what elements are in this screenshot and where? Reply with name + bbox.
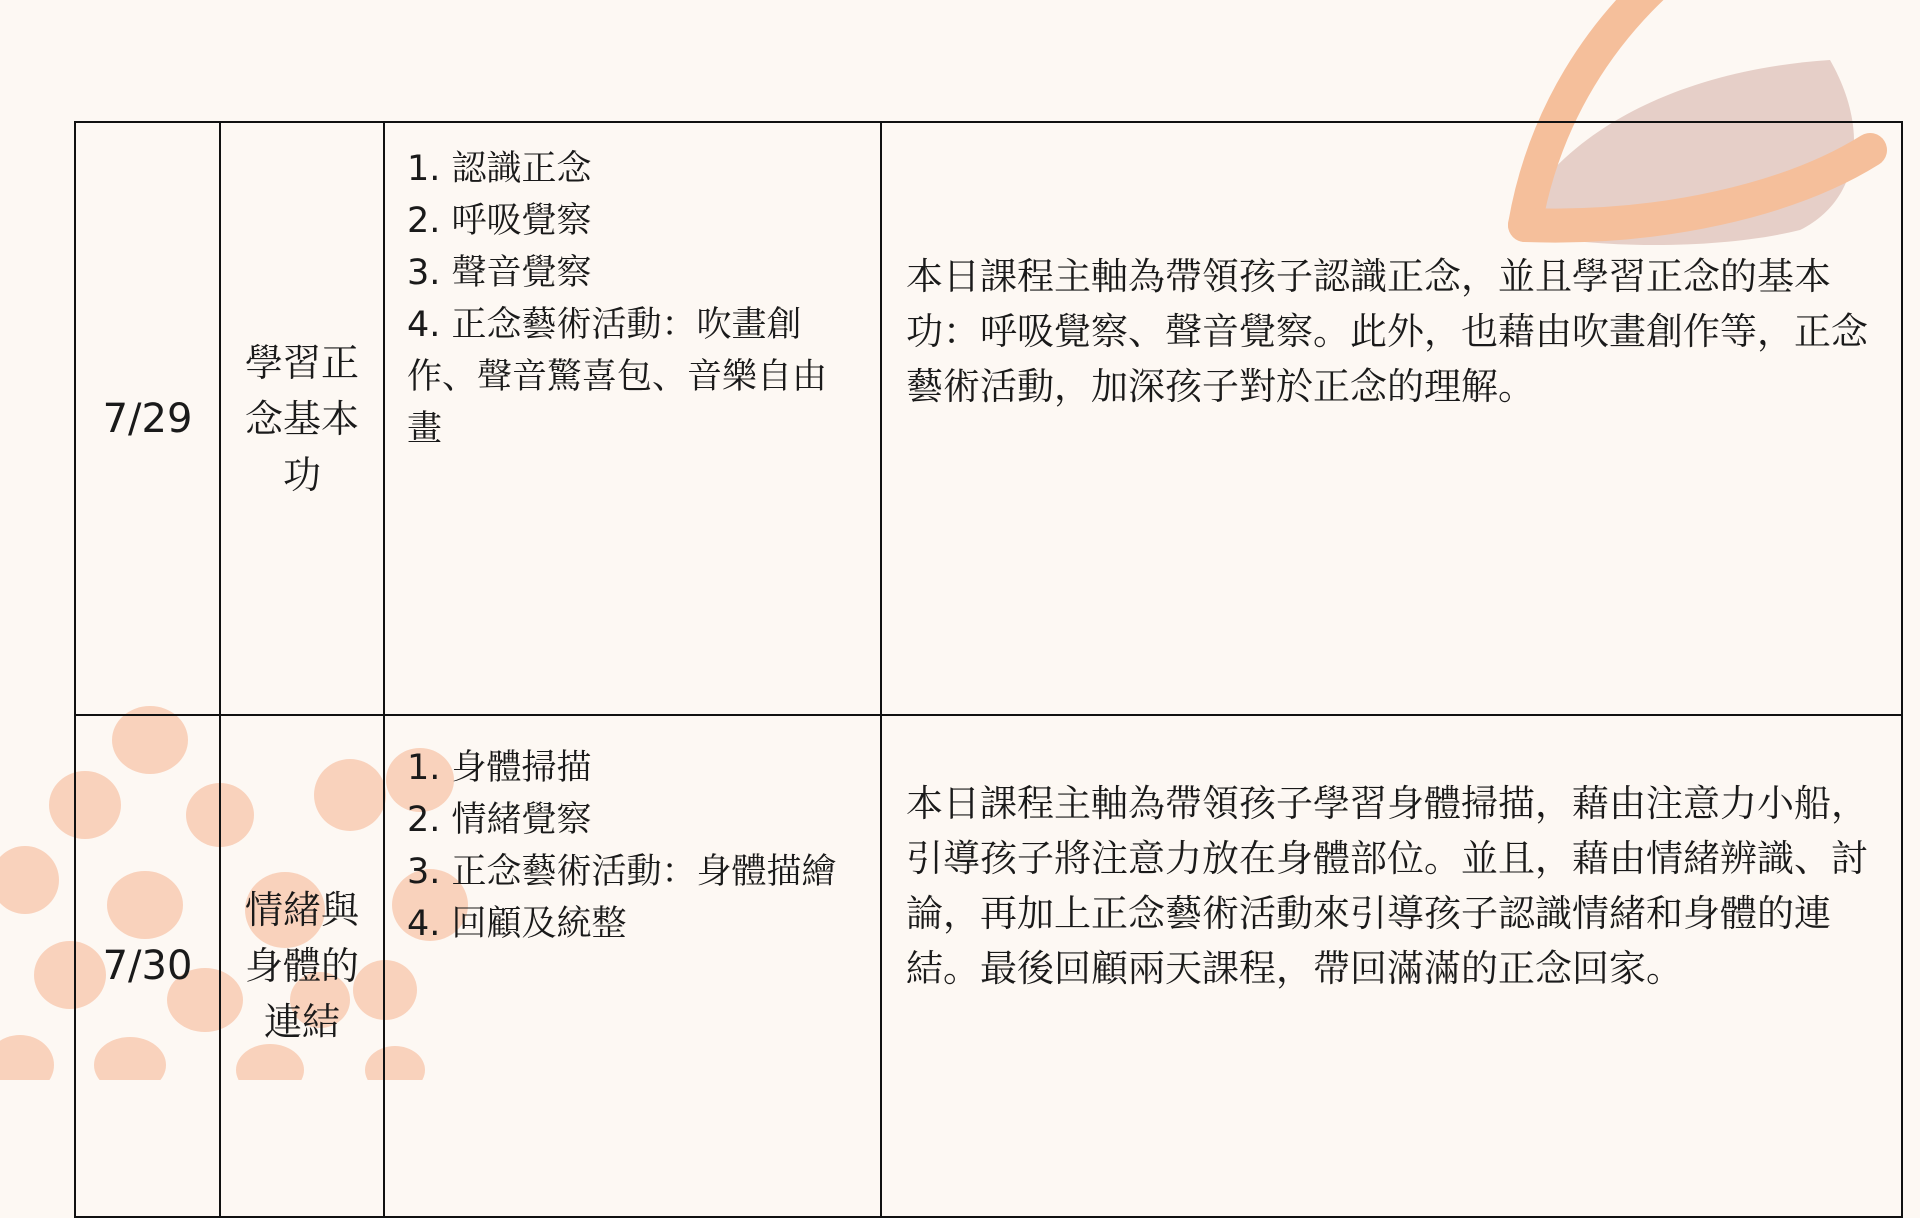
description-cell: 本日課程主軸為帶領孩子認識正念，並且學習正念的基本功：呼吸覺察、聲音覺察。此外，也藉由吹畫創作等，正念藝術活動，加深孩子對於正念的理解。 bbox=[881, 122, 1902, 715]
activity-list bbox=[385, 123, 880, 455]
table-row bbox=[75, 122, 1902, 715]
list-item: 1. 身體掃描 bbox=[407, 748, 592, 788]
schedule-table bbox=[74, 121, 1903, 1218]
date-cell: 7/29 bbox=[75, 122, 220, 715]
list-item: 2. 呼吸覺察 bbox=[407, 201, 592, 241]
list-item: 1. 認識正念 bbox=[407, 149, 592, 189]
date-cell: 7/30 bbox=[75, 715, 220, 1217]
description-cell: 本日課程主軸為帶領孩子學習身體掃描，藉由注意力小船，引導孩子將注意力放在身體部位。並且，藉由情緒辨識、討論，再加上正念藝術活動來引導孩子認識情緒和身體的連結。最後回顧兩天課程，帶回滿滿的正念回家。 bbox=[881, 715, 1902, 1217]
activities-cell bbox=[384, 122, 881, 715]
list-item: 2. 情緒覺察 bbox=[407, 800, 592, 840]
list-item: 3. 聲音覺察 bbox=[407, 253, 592, 293]
table-row bbox=[75, 715, 1902, 1217]
list-item: 4. 正念藝術活動：吹畫創作、聲音驚喜包、音樂自由畫 bbox=[407, 305, 828, 449]
topic-cell: 情緒與身體的連結 bbox=[220, 715, 384, 1217]
list-item: 3. 正念藝術活動：身體描繪 bbox=[407, 852, 837, 892]
topic-cell: 學習正念基本功 bbox=[220, 122, 384, 715]
activity-list bbox=[385, 716, 880, 950]
list-item: 4. 回顧及統整 bbox=[407, 904, 627, 944]
activities-cell bbox=[384, 715, 881, 1217]
